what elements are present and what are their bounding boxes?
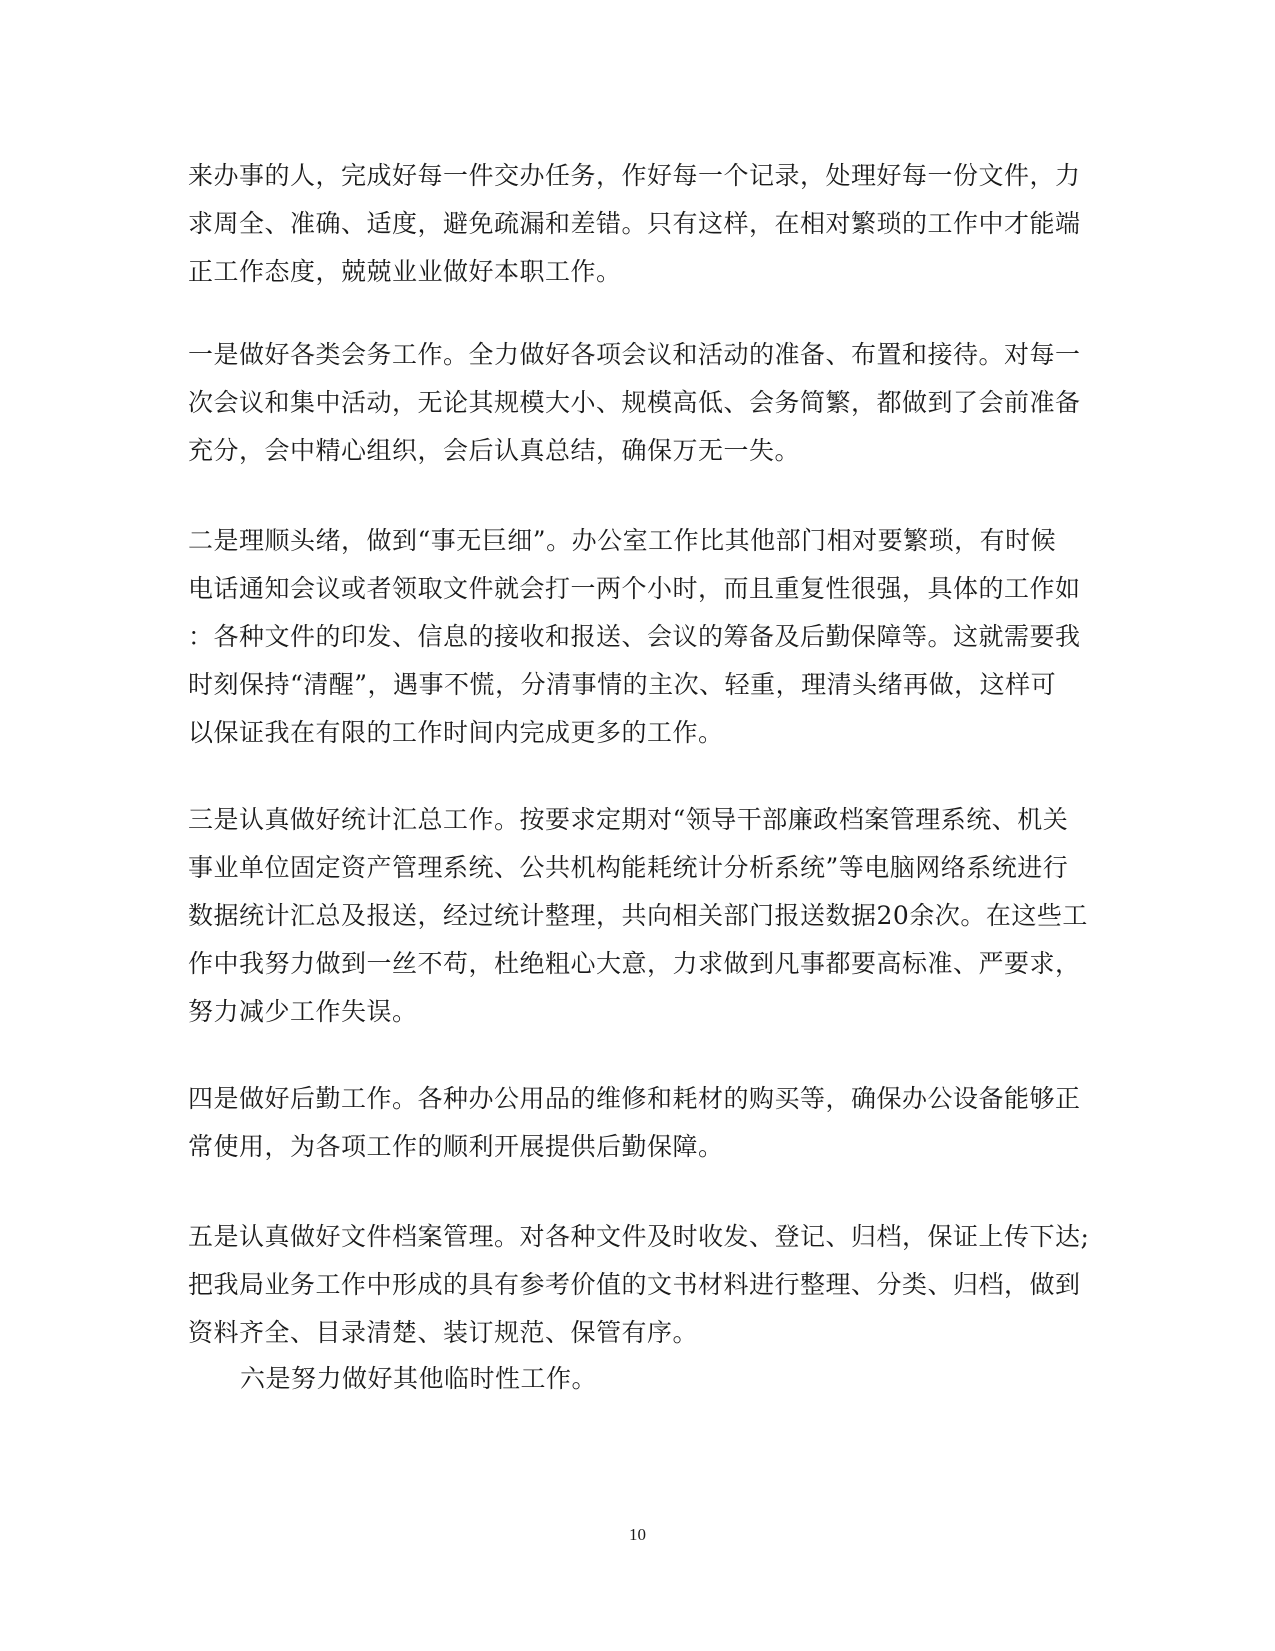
text-line: 六是努力做好其他临时性工作。 [240, 1364, 598, 1393]
text-line: 五是认真做好文件档案管理。对各种文件及时收发、登记、归档，保证上传下达; [188, 1222, 1090, 1251]
paragraph-intro [188, 152, 1081, 296]
text-line: 正工作态度，兢兢业业做好本职工作。 [188, 257, 622, 286]
text-line: 努力减少工作失误。 [188, 997, 418, 1026]
text-line: ：各种文件的印发、信息的接收和报送、会议的筹备及后勤保障等。这就需要我 [188, 622, 1081, 651]
text-line: 一是做好各类会务工作。全力做好各项会议和活动的准备、布置和接待。对每一 [188, 340, 1081, 369]
text-line: 求周全、准确、适度，避免疏漏和差错。只有这样，在相对繁琐的工作中才能端 [188, 209, 1081, 238]
text-line: 数据统计汇总及报送，经过统计整理，共向相关部门报送数据20余次。在这些工 [188, 901, 1088, 930]
paragraph-archives [188, 1213, 1090, 1357]
text-line: 次会议和集中活动，无论其规模大小、规模高低、会务简繁，都做到了会前准备 [188, 388, 1081, 417]
text-line: 作中我努力做到一丝不苟，杜绝粗心大意，力求做到凡事都要高标准、严要求， [188, 949, 1081, 978]
text-line: 充分，会中精心组织，会后认真总结，确保万无一失。 [188, 436, 801, 465]
paragraph-statistics [188, 796, 1088, 1036]
text-line: 资料齐全、目录清楚、装订规范、保管有序。 [188, 1318, 699, 1347]
text-line: 三是认真做好统计汇总工作。按要求定期对“领导干部廉政档案管理系统、机关 [188, 805, 1069, 834]
paragraph-organizing [188, 517, 1081, 757]
page-number: 10 [629, 1525, 646, 1544]
text-line: 四是做好后勤工作。各种办公用品的维修和耗材的购买等，确保办公设备能够正 [188, 1084, 1081, 1113]
text-line: 来办事的人，完成好每一件交办任务，作好每一个记录，处理好每一份文件，力 [188, 161, 1081, 190]
text-line: 时刻保持“清醒”，遇事不慌，分清事情的主次、轻重，理清头绪再做，这样可 [188, 670, 1057, 699]
text-line: 电话通知会议或者领取文件就会打一两个小时，而且重复性很强，具体的工作如 [188, 574, 1081, 603]
text-line: 把我局业务工作中形成的具有参考价值的文书材料进行整理、分类、归档，做到 [188, 1270, 1081, 1299]
paragraph-logistics [188, 1075, 1081, 1171]
paragraph-meetings [188, 331, 1081, 475]
text-line: 常使用，为各项工作的顺利开展提供后勤保障。 [188, 1132, 724, 1161]
paragraph-other-tasks [240, 1355, 1120, 1403]
text-line: 二是理顺头绪，做到“事无巨细”。办公室工作比其他部门相对要繁琐，有时候 [188, 526, 1057, 555]
text-line: 以保证我在有限的工作时间内完成更多的工作。 [188, 718, 724, 747]
text-line: 事业单位固定资产管理系统、公共机构能耗统计分析系统”等电脑网络系统进行 [188, 853, 1069, 882]
